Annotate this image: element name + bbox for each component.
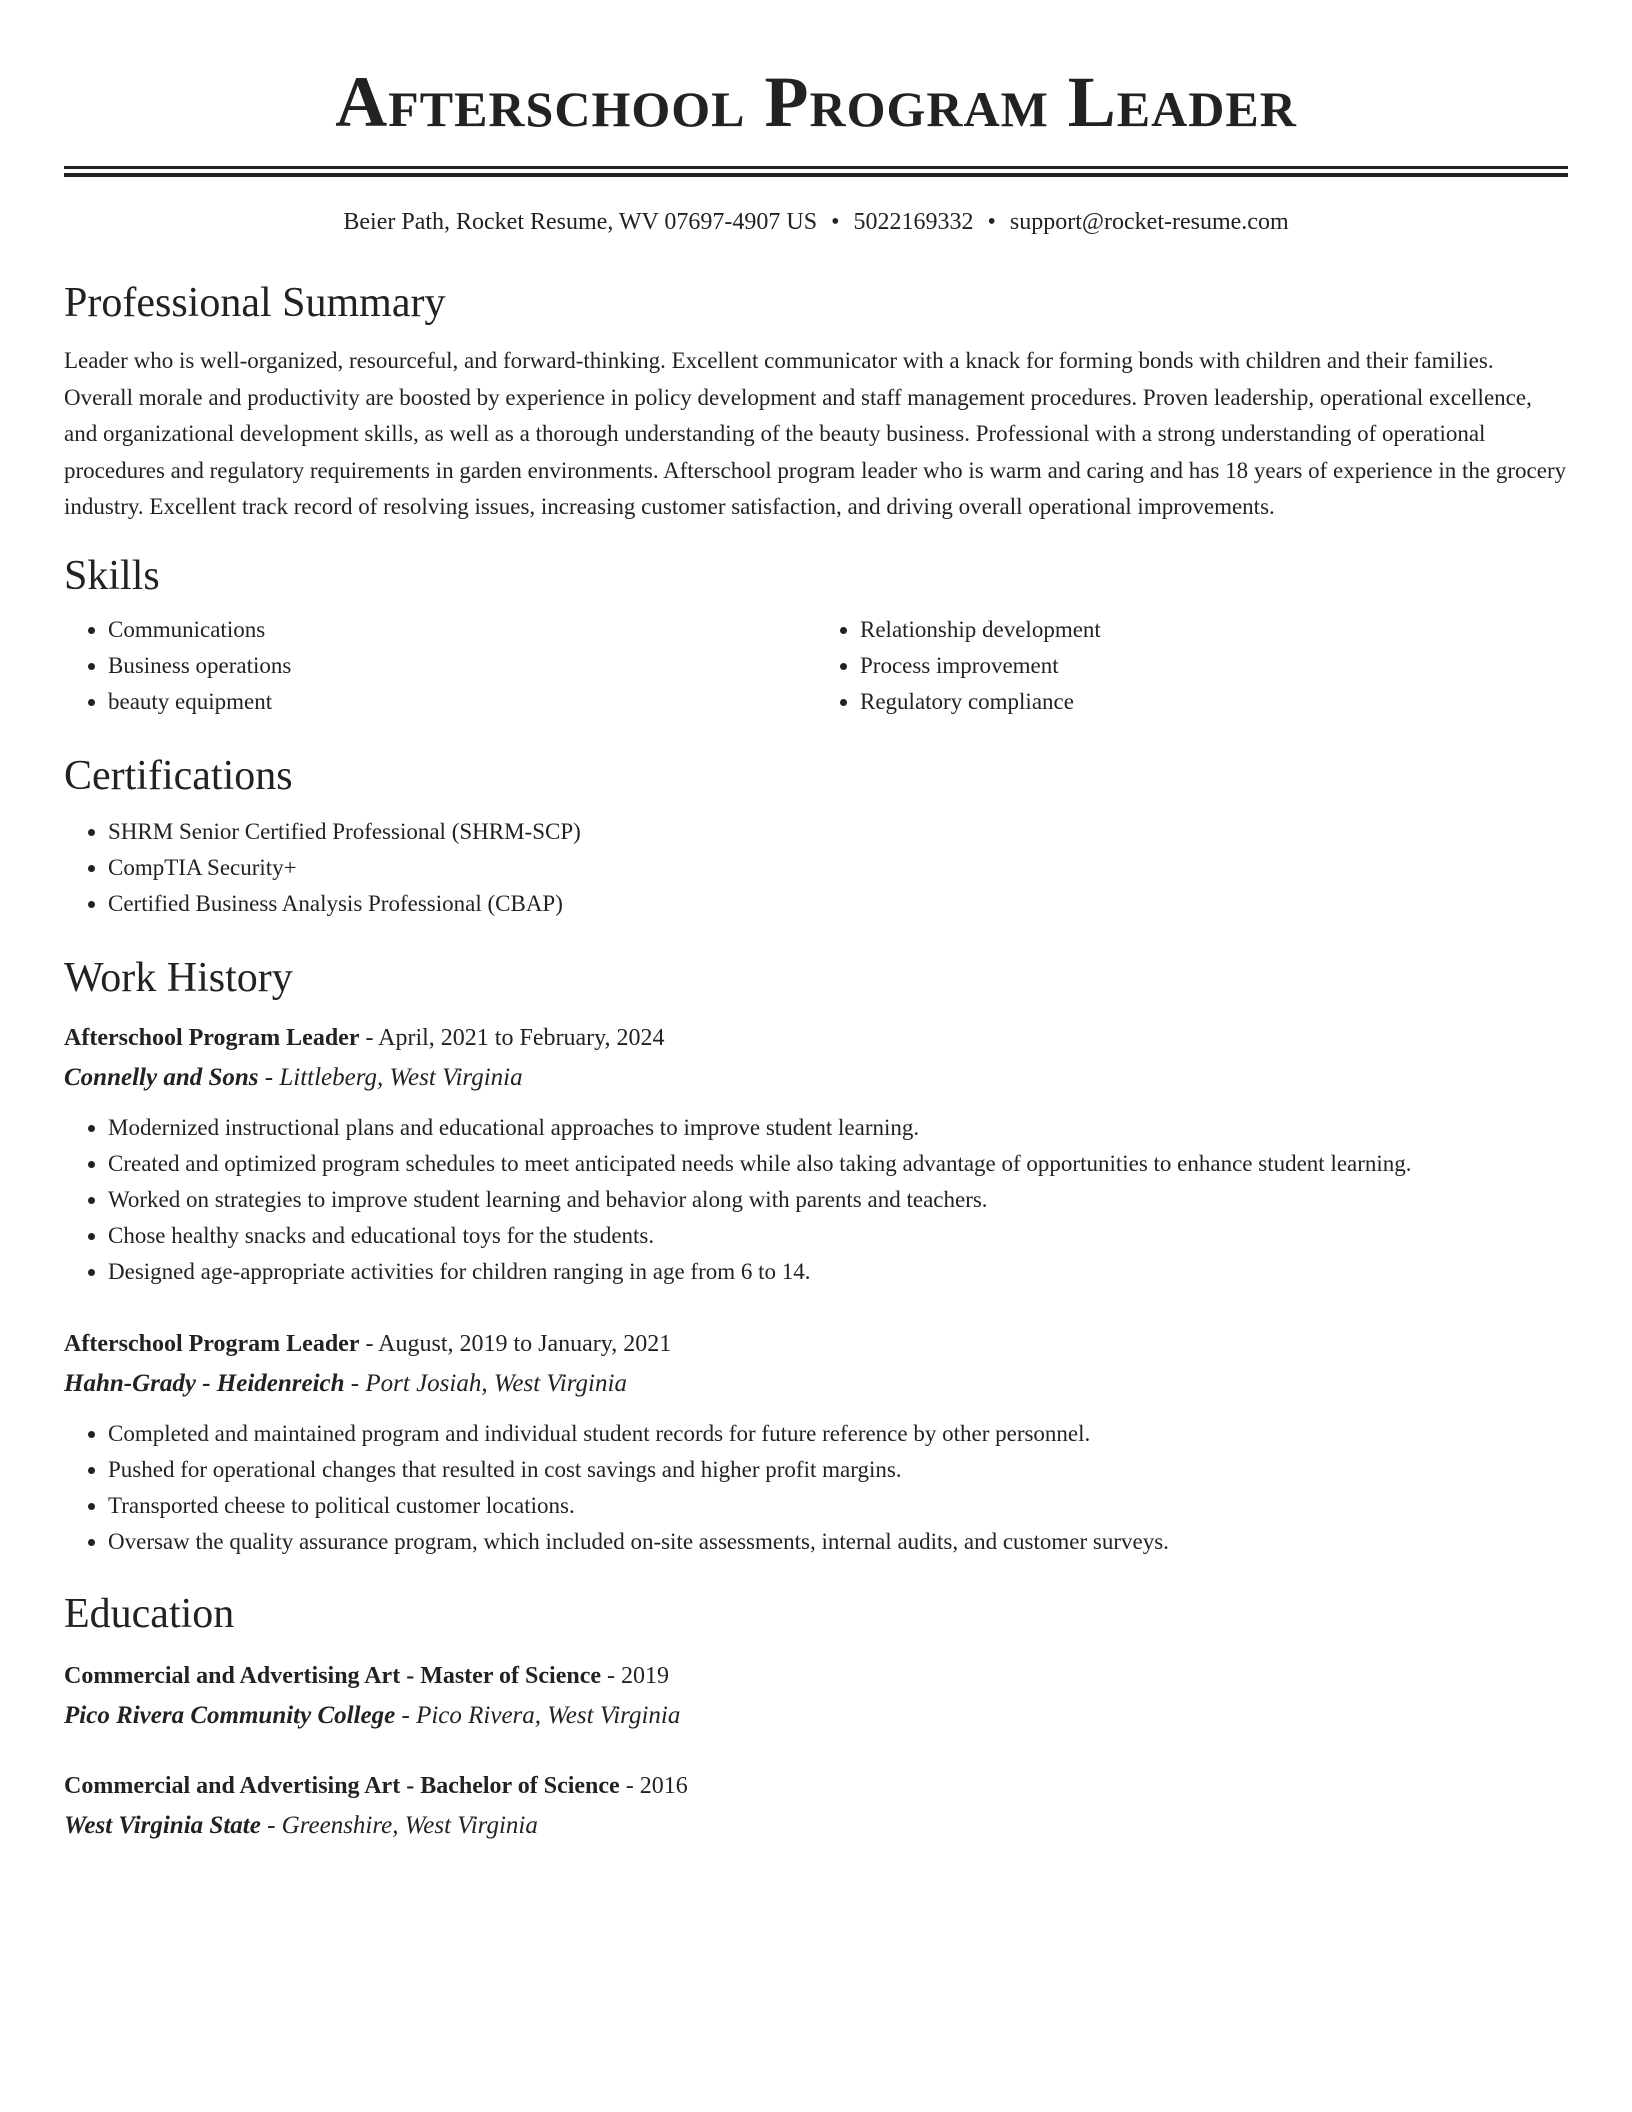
job-company-line: Hahn-Grady - Heidenreich - Port Josiah, West Virginia xyxy=(64,1369,627,1397)
skill-item: • Process improvement xyxy=(860,648,1568,684)
contact-separator: • xyxy=(831,209,840,235)
education-school-line: West Virginia State - Greenshire, West Virginia xyxy=(64,1811,538,1839)
job-company: Connelly and Sons xyxy=(64,1063,259,1091)
skill-item: • Relationship development xyxy=(860,612,1568,648)
job-role: Afterschool Program Leader xyxy=(64,1330,360,1357)
job-location: Littleberg, West Virginia xyxy=(279,1063,523,1091)
contact-email[interactable]: support@rocket-resume.com xyxy=(1009,209,1289,235)
skills-heading: Skills xyxy=(64,552,160,599)
header-double-rule xyxy=(64,166,1568,177)
job-bullet: • Worked on strategies to improve student learning and behavior along with parents and teachers. xyxy=(108,1182,1568,1218)
education-degree: Commercial and Advertising Art - Master of Science xyxy=(64,1662,602,1689)
skill-item: • Business operations xyxy=(108,648,816,684)
education-location: Pico Rivera, West Virginia xyxy=(416,1701,681,1729)
job-bullet: • Pushed for operational changes that resulted in cost savings and higher profit margins. xyxy=(108,1452,1568,1488)
education-school-line: Pico Rivera Community College - Pico Rivera, West Virginia xyxy=(64,1701,681,1729)
education-school: West Virginia State xyxy=(64,1811,261,1839)
education-entry xyxy=(64,1656,1568,1736)
contact-line xyxy=(64,205,1568,239)
education-degree: Commercial and Advertising Art - Bachelor of Science xyxy=(64,1772,620,1799)
summary-heading: Professional Summary xyxy=(64,280,446,326)
contact-address: Beier Path, Rocket Resume, WV 07697-4907 US xyxy=(343,209,818,235)
job-bullet: • Transported cheese to political customer locations. xyxy=(108,1488,1568,1524)
education-heading: Education xyxy=(64,1590,235,1637)
job-header: Afterschool Program Leader - April, 2021 to February, 2024 xyxy=(64,1024,665,1051)
certifications-heading: Certifications xyxy=(64,752,293,799)
job-role: Afterschool Program Leader xyxy=(64,1024,360,1051)
education-year: 2016 xyxy=(639,1772,688,1799)
resume-name: Afterschool Program Leader xyxy=(335,62,1297,142)
job-entry xyxy=(64,1018,1568,1290)
contact-separator: • xyxy=(987,209,996,235)
skill-item: • Communications xyxy=(108,612,816,648)
skills-column-left xyxy=(64,612,816,720)
skill-item: • beauty equipment xyxy=(108,684,816,720)
job-bullet: • Oversaw the quality assurance program, which included on-site assessments, internal audits, and customer surveys. xyxy=(108,1524,1568,1560)
skill-item: • Regulatory compliance xyxy=(860,684,1568,720)
education-location: Greenshire, West Virginia xyxy=(281,1811,538,1839)
education-header: Commercial and Advertising Art - Master of Science - 2019 xyxy=(64,1662,670,1689)
certification-item: • SHRM Senior Certified Professional (SHRM-SCP) xyxy=(108,814,1568,850)
certification-item: • Certified Business Analysis Professional (CBAP) xyxy=(108,886,1568,922)
education-year: 2019 xyxy=(621,1662,670,1689)
summary-text: Leader who is well-organized, resourceful, and forward-thinking. Excellent communicator with a knack for forming bonds with children and their families. Overall morale and productivity are boosted by experience in policy development and staff management procedures. Proven leadership, operational excellence, and organizational development skills, as well as a thorough understanding of the beauty business. Professional with a strong understanding of operational procedures and regulatory requirements in garden environments. Afterschool program leader who is warm and caring and has 18 years of experience in the grocery industry. Excellent track record of resolving issues, increasing customer satisfaction, and driving overall operational improvements. xyxy=(64,348,1567,519)
job-company: Hahn-Grady - Heidenreich xyxy=(64,1369,345,1397)
skills-column-right xyxy=(816,612,1568,720)
work-history-heading: Work History xyxy=(64,954,293,1001)
job-bullet: • Chose healthy snacks and educational toys for the students. xyxy=(108,1218,1568,1254)
certifications-list xyxy=(64,814,1568,922)
job-company-line: Connelly and Sons - Littleberg, West Virginia xyxy=(64,1063,523,1091)
job-location: Port Josiah, West Virginia xyxy=(365,1369,627,1397)
contact-phone: 5022169332 xyxy=(853,209,974,235)
job-entry xyxy=(64,1324,1568,1560)
job-bullet: • Created and optimized program schedules to meet anticipated needs while also taking advantage of opportunities to enhance student learning. xyxy=(108,1146,1568,1182)
education-school: Pico Rivera Community College xyxy=(64,1701,396,1729)
certification-item: • CompTIA Security+ xyxy=(108,850,1568,886)
education-entry xyxy=(64,1766,1568,1846)
job-dates: August, 2019 to January, 2021 xyxy=(378,1330,672,1357)
job-bullet: • Modernized instructional plans and educational approaches to improve student learning. xyxy=(108,1110,1568,1146)
job-bullet: • Designed age-appropriate activities for children ranging in age from 6 to 14. xyxy=(108,1254,1568,1290)
job-bullets xyxy=(64,1110,1568,1290)
job-bullet: • Completed and maintained program and individual student records for future reference by other personnel. xyxy=(108,1416,1568,1452)
job-bullets xyxy=(64,1416,1568,1560)
education-header: Commercial and Advertising Art - Bachelor of Science - 2016 xyxy=(64,1772,688,1799)
skills-list xyxy=(64,612,1568,720)
job-dates: April, 2021 to February, 2024 xyxy=(378,1024,665,1051)
job-header: Afterschool Program Leader - August, 2019 to January, 2021 xyxy=(64,1330,672,1357)
